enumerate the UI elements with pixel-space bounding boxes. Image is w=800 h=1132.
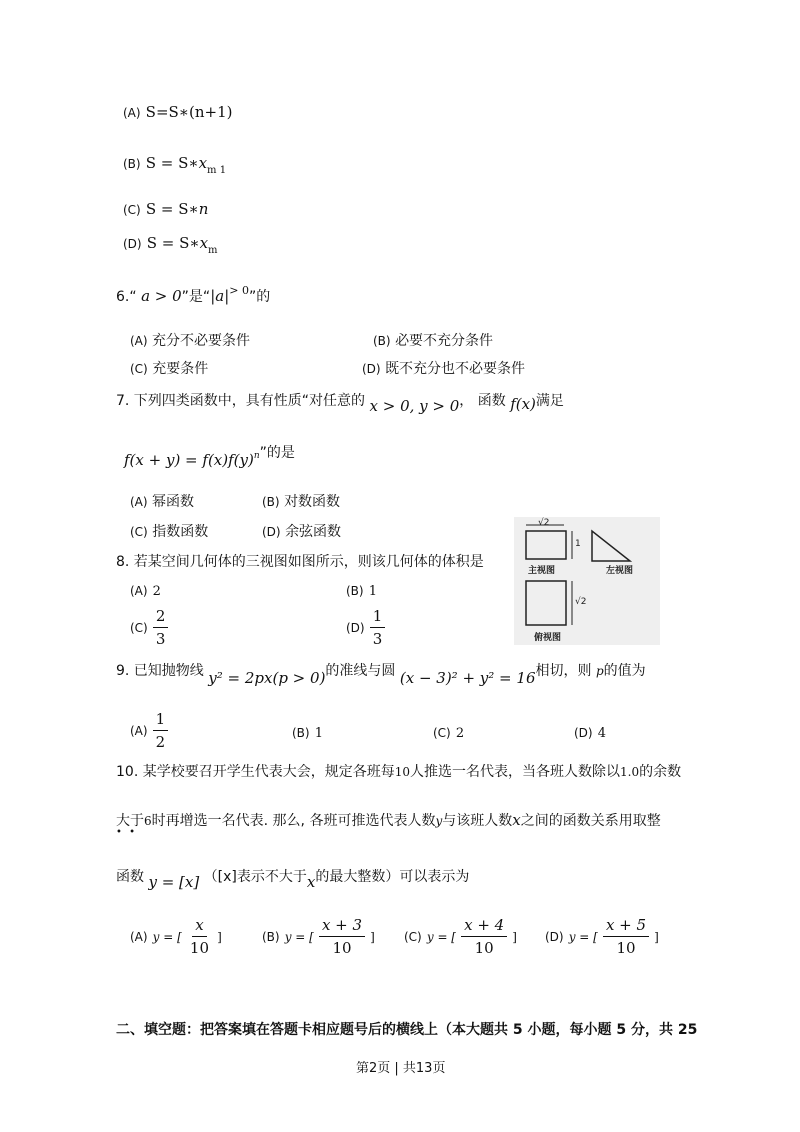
front-view-label: 主视图 [528,566,556,576]
three-view-drawing [514,517,660,645]
q5-option-c [123,199,208,218]
q6-option-c: (C) 充要条件 [130,361,209,377]
fraction: $\frac{2}{3}$ [153,607,169,648]
fraction: $\frac{x + 3}{10}$ [319,916,365,957]
q7-func: f(x) [510,395,536,413]
q8-option-c: (C) $\frac{2}{3}$ [130,607,168,648]
q6-cond2: $|a|^{> 0}$ [210,284,249,305]
q8-option-d: (D) $\frac{1}{3}$ [346,607,385,648]
side-view-label: 左视图 [606,566,634,576]
option-label: (A) [123,106,141,120]
q5-option-d [123,233,218,256]
math-expr: S=S∗(n+1) [145,103,233,121]
q9-parabola: y² = 2px(p > 0) [208,669,326,687]
fraction: $\frac{1}{2}$ [153,710,169,751]
fraction: $\frac{x + 5}{10}$ [603,916,649,957]
fraction: $\frac{x}{10}$ [189,916,210,957]
q6-cond1: a > 0 [141,287,182,305]
q10-option-c: (C) y = [ $\frac{x + 4}{10}$ ] [404,916,517,957]
q7-option-a: (A) 幂函数 [130,494,195,510]
q10-line3: 函数 y = [x] （[x]表示不大于x的最大整数）可以表示为 [116,869,470,891]
option-label: (C) [123,203,141,217]
q7-domain: x > 0, y > 0 [369,397,460,415]
q8-option-a: (A) 2 [130,584,161,599]
q9-option-a: (A) $\frac{1}{2}$ [130,710,168,751]
page-footer: 第2页 | 共13页 [356,1061,446,1076]
top-view-rect [526,581,566,625]
q7-option-b: (B) 对数函数 [262,494,341,510]
q9-circle: (x − 3)² + y² = 16 [399,669,536,687]
q9-stem: 9. 已知抛物线 y² = 2px(p > 0)的准线与圆 (x − 3)² + y² = 16相切，则 p的值为 [116,663,646,687]
option-label: (B) [123,157,141,171]
q6-option-b: (B) 必要不充分条件 [373,333,494,349]
q10-option-a: (A) y = [ $\frac{x}{10}$ ] [130,916,222,957]
fraction: $\frac{x + 4}{10}$ [461,916,507,957]
q7-stem-line1: 7. 下列四类函数中，具有性质“对任意的 x > 0, y > 0， 函数 f(x)满足 [116,393,564,415]
q6-stem: 6.“ a > 0”是“$|a|^{> 0}$”的 [116,284,271,305]
q6-option-a: (A) 充分不必要条件 [130,333,251,349]
dim-one: 1 [575,539,581,549]
q8-option-b: (B) 1 [346,584,377,599]
q9-option-b: (B) 1 [292,726,323,741]
option-label: (D) [123,237,142,251]
q6-option-d: (D) 既不充分也不必要条件 [362,361,526,377]
math-expr: $S = S∗x_m$ [146,234,218,256]
front-view-rect [526,531,566,559]
q10-line2: 大于6时再增选一名代表. 那么, 各班可推选代表人数y与该班人数x之间的函数关系用取整 [116,811,661,829]
q7-stem-line2: $f(x + y) = f(x)f(y)^n$”的是 [124,445,295,469]
fraction: $\frac{1}{3}$ [370,607,386,648]
q7-option-d: (D) 余弦函数 [262,524,342,540]
q10-line1: 10. 某学校要召开学生代表大会，规定各班每10人推选一名代表，当各班人数除以1.0的余数 [116,764,682,780]
math-expr: S = S∗n [145,200,209,218]
section-heading: 二、填空题：把答案填在答题卡相应题号后的横线上（本大题共 5 小题，每小题 5 分，共 25 [116,1022,698,1038]
q9-option-c: (C) 2 [433,726,465,741]
q7-equation: $f(x + y) = f(x)f(y)^n$ [124,451,260,469]
emphasis-dots: • • [116,827,137,838]
q10-floor-func: y = [x] [148,873,200,891]
q5-option-a [123,102,232,121]
side-view-triangle [592,531,630,561]
dim-sqrt2-front: √2 [538,518,550,528]
q10-option-b: (B) y = [ $\frac{x + 3}{10}$ ] [262,916,375,957]
q9-option-d: (D) 4 [574,726,606,741]
q7-option-c: (C) 指数函数 [130,524,209,540]
q8-stem: 8. 若某空间几何体的三视图如图所示，则该几何体的体积是 [116,554,484,570]
dim-sqrt2-top: √2 [575,597,587,607]
math-expr: $S = S∗x_{m 1}$ [145,154,227,176]
q5-option-b [123,153,226,176]
three-view-figure [514,517,660,645]
top-view-label: 俯视图 [534,633,562,643]
q10-option-d: (D) y = [ $\frac{x + 5}{10}$ ] [545,916,659,957]
